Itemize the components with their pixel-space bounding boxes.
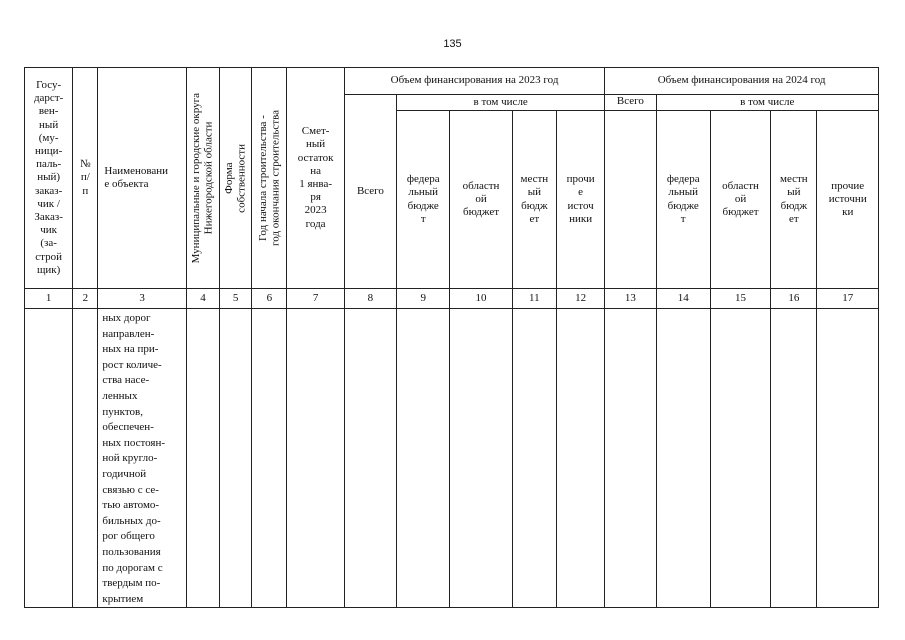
table-cell (710, 309, 770, 608)
header-regional-2024: областн ой бюджет (710, 111, 770, 289)
header-federal-2023: федера льный бюдже т (397, 111, 450, 289)
table-cell (186, 309, 219, 608)
column-number: 16 (771, 289, 817, 309)
table-cell (397, 309, 450, 608)
header-local-2024: местн ый бюдж ет (771, 111, 817, 289)
column-number: 7 (287, 289, 344, 309)
table-cell (344, 309, 396, 608)
header-years: Год начала строительства - год окончания строительства (252, 68, 287, 289)
column-number: 17 (817, 289, 879, 309)
table-cell (25, 309, 73, 608)
column-number: 2 (73, 289, 98, 309)
column-number: 5 (220, 289, 252, 309)
table-cell (656, 309, 710, 608)
table-cell (450, 309, 512, 608)
column-number-row (25, 289, 879, 309)
header-local-2023: местн ый бюдж ет (512, 111, 556, 289)
column-number: 11 (512, 289, 556, 309)
header-number: № п/ п (73, 68, 98, 289)
column-number: 9 (397, 289, 450, 309)
column-number: 1 (25, 289, 73, 309)
header-fin-2023: Объем финансирования на 2023 год (344, 68, 605, 95)
header-ownership: Форма собственности (220, 68, 252, 289)
table-cell (252, 309, 287, 608)
table-cell (605, 309, 656, 608)
table-cell (287, 309, 344, 608)
header-balance: Смет- ный остаток на 1 янва- ря 2023 года (287, 68, 344, 289)
table-cell (556, 309, 604, 608)
column-number: 8 (344, 289, 396, 309)
column-number: 10 (450, 289, 512, 309)
column-number: 12 (556, 289, 604, 309)
page-number: 135 (443, 38, 462, 50)
column-number: 15 (710, 289, 770, 309)
header-other-2023: прочи е источ ники (556, 111, 604, 289)
header-regional-2023: областн ой бюджет (450, 111, 512, 289)
header-total-2024: Всего (605, 95, 656, 111)
object-name-text: ных дорог направлен- ных на при- рост количе- ства насе- ленных пунктов, обеспечен- ных постоян- ной кругло- годичной связью с се- тью автомо- бильных до- рог общего пользования по дорогам с твердым по- крытием (102, 312, 166, 605)
financing-table (24, 67, 879, 608)
column-number: 3 (98, 289, 187, 309)
column-number: 4 (186, 289, 219, 309)
column-number: 6 (252, 289, 287, 309)
table-cell (220, 309, 252, 608)
table-cell (512, 309, 556, 608)
header-total-2023: Всего (344, 95, 396, 289)
header-including-2024: в том числе (656, 95, 878, 111)
column-number: 14 (656, 289, 710, 309)
column-number: 13 (605, 289, 656, 309)
header-empty-2024 (605, 111, 656, 289)
header-municipal: Муниципальные и городские округа Нижегородской области (186, 68, 219, 289)
object-name-cell (98, 309, 187, 608)
header-federal-2024: федера льный бюдже т (656, 111, 710, 289)
table-cell (771, 309, 817, 608)
header-fin-2024: Объем финансирования на 2024 год (605, 68, 879, 95)
table-cell (817, 309, 879, 608)
table-cell (73, 309, 98, 608)
header-other-2024: прочие источни ки (817, 111, 879, 289)
header-customer: Госу- дарст- вен- ный (му- ници- паль- ный) заказ- чик / Заказ- чик (за- строй щик) (25, 68, 73, 289)
header-including-2023: в том числе (397, 95, 605, 111)
table-row (25, 309, 879, 608)
header-object-name: Наименовани е объекта (98, 68, 187, 289)
